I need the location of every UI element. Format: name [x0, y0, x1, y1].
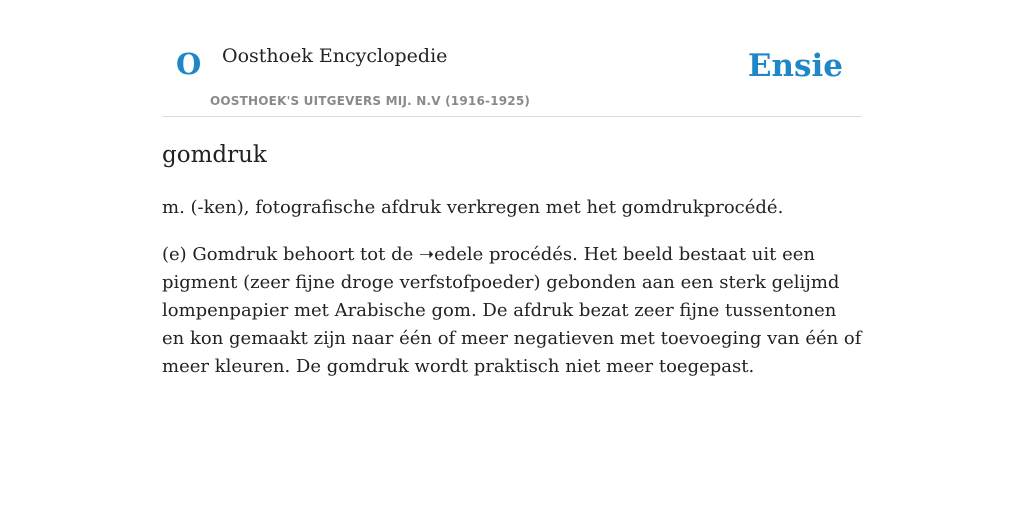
ensie-home-link[interactable]: Ensie: [747, 48, 843, 84]
entry-definition: m. (-ken), fotografische afdruk verkregen met het gomdrukprocédé.: [162, 197, 784, 218]
cross-reference-link[interactable]: ➝edele procédés: [418, 244, 573, 265]
entry-body: [162, 241, 862, 381]
entry-body-text: (e) Gomdruk behoort tot de: [162, 244, 419, 265]
site-header: [162, 0, 862, 117]
entry-body-text-continued: . Het beeld bestaat uit een pigment (zeer fijne droge verfstofpoeder) gebonden aan een sterk gelijmd lompenpapier met Arabische gom. De afdruk bezat zeer fijne tussentonen en kon gemaakt zijn naar één of meer negatieven met toevoeging van één of meer kleuren. De gomdruk wordt praktisch niet meer toegepast.: [162, 244, 862, 377]
page-container: [162, 0, 862, 381]
book-title-link[interactable]: Oosthoek Encyclopedie: [222, 45, 448, 67]
entry-headword: gomdruk: [162, 142, 267, 168]
publisher-label: OOSTHOEK'S UITGEVERS MIJ. N.V (1916-1925): [210, 94, 531, 108]
book-logo[interactable]: O: [176, 47, 202, 81]
